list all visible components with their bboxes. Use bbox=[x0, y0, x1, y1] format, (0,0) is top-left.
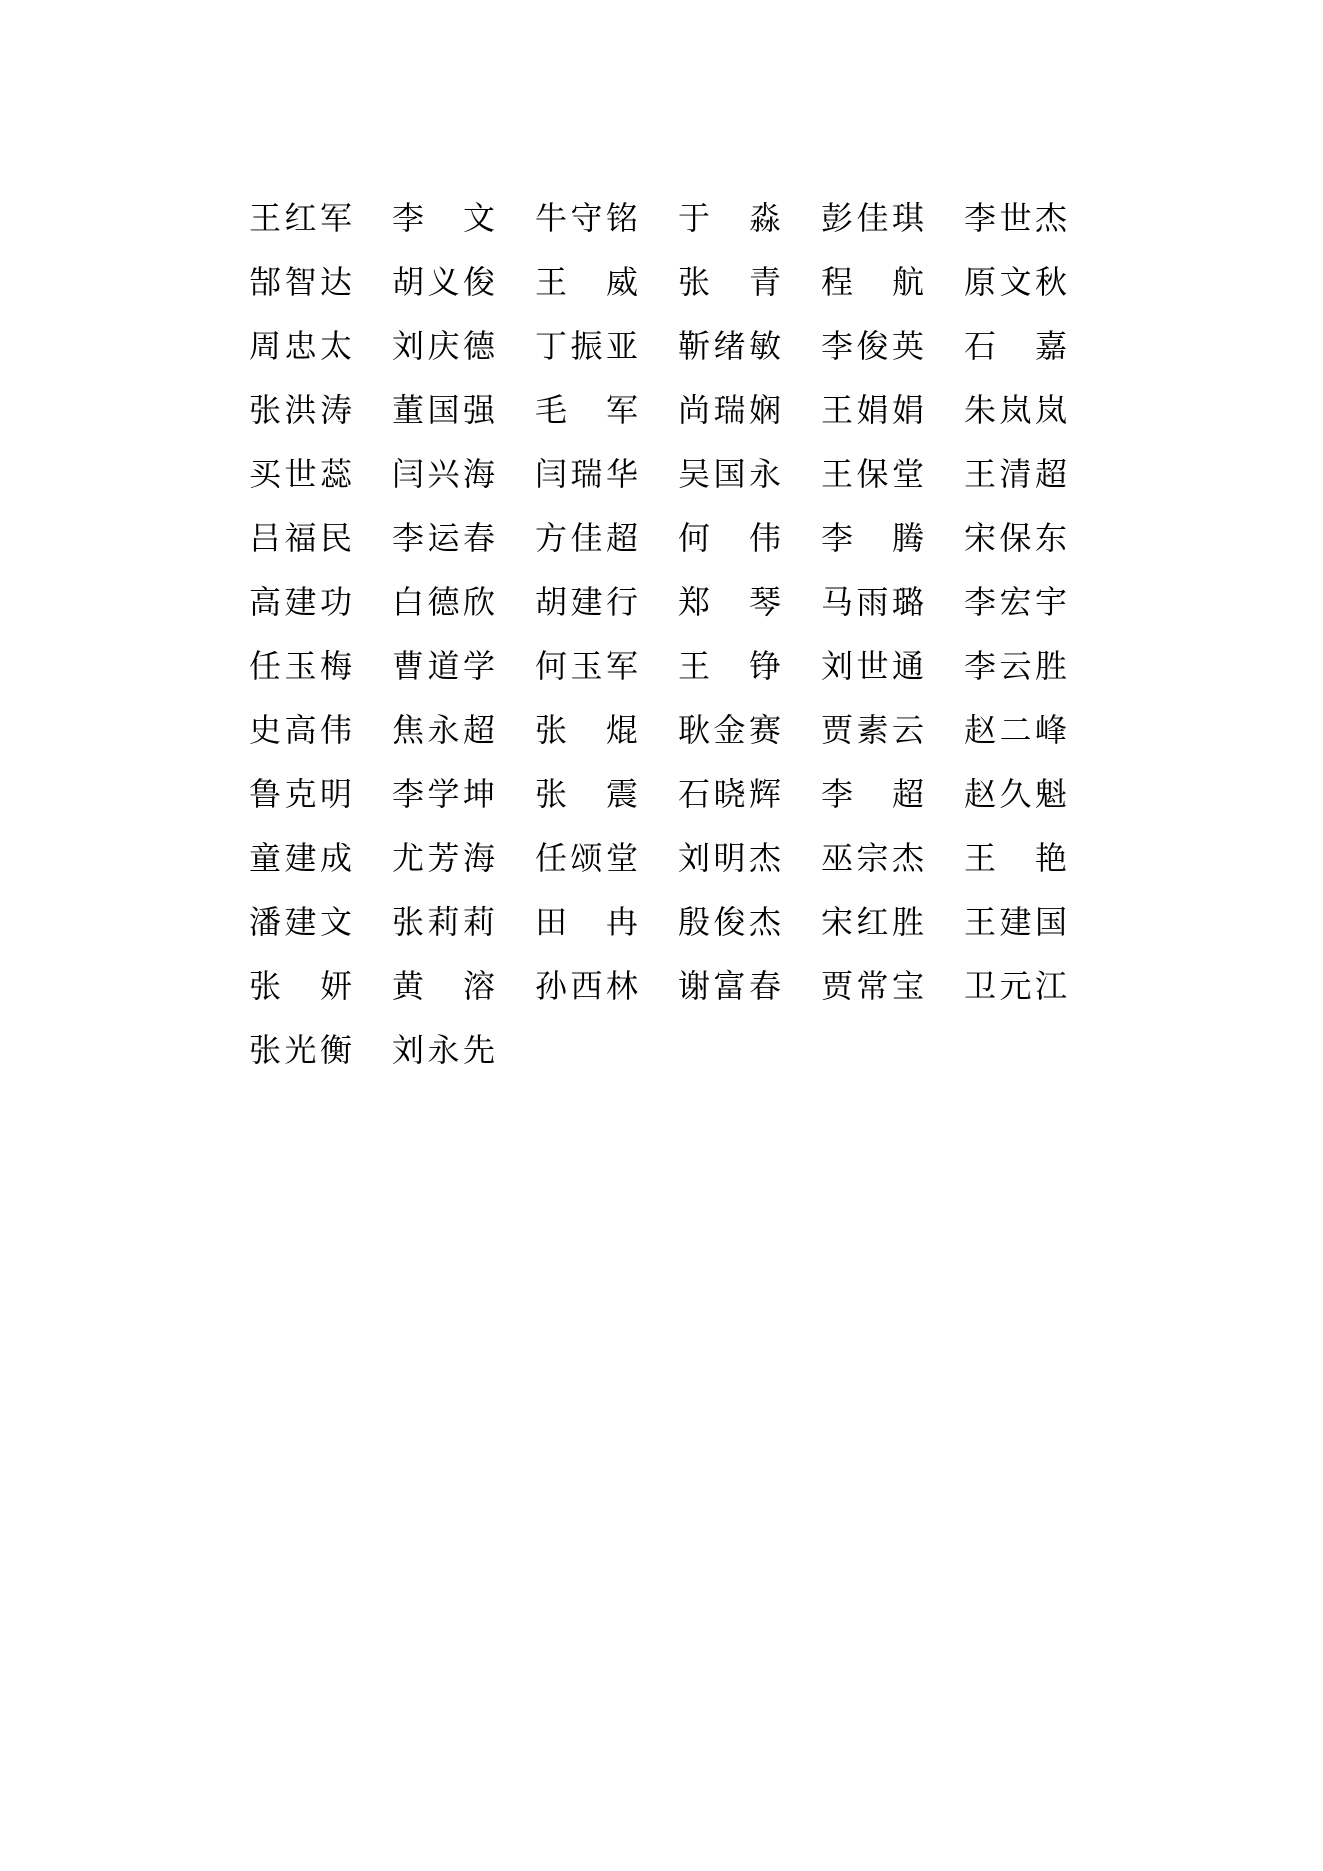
name-entry: 李 超 bbox=[821, 775, 924, 813]
name-entry: 王 保 堂 bbox=[821, 455, 924, 493]
name-entry: 殷 俊 杰 bbox=[678, 903, 781, 941]
name-entry: 朱 岚 岚 bbox=[964, 391, 1067, 429]
name-entry: 李 世 杰 bbox=[964, 199, 1067, 237]
name-entry: 刘 庆 德 bbox=[392, 327, 495, 365]
name-entry: 靳 绪 敏 bbox=[678, 327, 781, 365]
name-entry: 童 建 成 bbox=[249, 839, 352, 877]
name-entry: 王 建 国 bbox=[964, 903, 1067, 941]
name-entry: 张 莉 莉 bbox=[392, 903, 495, 941]
name-entry: 李 腾 bbox=[821, 519, 924, 557]
name-entry: 贾 常 宝 bbox=[821, 967, 924, 1005]
name-entry: 胡 建 行 bbox=[535, 583, 638, 621]
name-entry: 张 焜 bbox=[535, 711, 638, 749]
name-entry: 张 洪 涛 bbox=[249, 391, 352, 429]
name-entry: 郑 琴 bbox=[678, 583, 781, 621]
name-entry: 何 玉 军 bbox=[535, 647, 638, 685]
name-entry: 李 俊 英 bbox=[821, 327, 924, 365]
name-entry: 尚 瑞 娴 bbox=[678, 391, 781, 429]
name-entry: 马 雨 璐 bbox=[821, 583, 924, 621]
name-entry: 赵 二 峰 bbox=[964, 711, 1067, 749]
name-entry: 高 建 功 bbox=[249, 583, 352, 621]
name-entry: 卫 元 江 bbox=[964, 967, 1067, 1005]
name-entry: 吴 国 永 bbox=[678, 455, 781, 493]
name-entry: 白 德 欣 bbox=[392, 583, 495, 621]
name-entry: 彭 佳 琪 bbox=[821, 199, 924, 237]
name-entry: 丁 振 亚 bbox=[535, 327, 638, 365]
name-entry: 宋 保 东 bbox=[964, 519, 1067, 557]
name-entry: 史 高 伟 bbox=[249, 711, 352, 749]
name-entry: 李 宏 宇 bbox=[964, 583, 1067, 621]
name-entry: 任 玉 梅 bbox=[249, 647, 352, 685]
name-entry: 何 伟 bbox=[678, 519, 781, 557]
name-entry: 王 威 bbox=[535, 263, 638, 301]
name-entry: 石 晓 辉 bbox=[678, 775, 781, 813]
name-entry: 孙 西 林 bbox=[535, 967, 638, 1005]
name-entry: 买 世 蕊 bbox=[249, 455, 352, 493]
name-entry: 程 航 bbox=[821, 263, 924, 301]
name-entry: 赵 久 魁 bbox=[964, 775, 1067, 813]
name-entry: 石 嘉 bbox=[964, 327, 1067, 365]
name-entry: 刘 明 杰 bbox=[678, 839, 781, 877]
name-entry: 周 忠 太 bbox=[249, 327, 352, 365]
name-entry: 方 佳 超 bbox=[535, 519, 638, 557]
name-entry: 刘 永 先 bbox=[392, 1031, 495, 1069]
name-entry: 田 冉 bbox=[535, 903, 638, 941]
name-entry: 胡 义 俊 bbox=[392, 263, 495, 301]
name-list bbox=[249, 196, 1079, 1092]
name-entry: 谢 富 春 bbox=[678, 967, 781, 1005]
name-entry: 王 铮 bbox=[678, 647, 781, 685]
name-entry: 张 妍 bbox=[249, 967, 352, 1005]
name-entry: 李 云 胜 bbox=[964, 647, 1067, 685]
name-entry: 闫 瑞 华 bbox=[535, 455, 638, 493]
name-entry: 于 淼 bbox=[678, 199, 781, 237]
name-entry: 郜 智 达 bbox=[249, 263, 352, 301]
name-entry: 尤 芳 海 bbox=[392, 839, 495, 877]
name-entry: 牛 守 铭 bbox=[535, 199, 638, 237]
name-entry: 刘 世 通 bbox=[821, 647, 924, 685]
name-entry: 黄 溶 bbox=[392, 967, 495, 1005]
name-entry: 吕 福 民 bbox=[249, 519, 352, 557]
name-entry: 鲁 克 明 bbox=[249, 775, 352, 813]
name-entry: 闫 兴 海 bbox=[392, 455, 495, 493]
name-entry: 毛 军 bbox=[535, 391, 638, 429]
name-entry: 张 震 bbox=[535, 775, 638, 813]
name-entry: 王 清 超 bbox=[964, 455, 1067, 493]
name-entry: 李 运 春 bbox=[392, 519, 495, 557]
name-entry: 王 艳 bbox=[964, 839, 1067, 877]
name-entry: 焦 永 超 bbox=[392, 711, 495, 749]
name-entry: 巫 宗 杰 bbox=[821, 839, 924, 877]
name-entry: 李 文 bbox=[392, 199, 495, 237]
name-entry: 任 颂 堂 bbox=[535, 839, 638, 877]
name-entry: 张 青 bbox=[678, 263, 781, 301]
name-entry: 贾 素 云 bbox=[821, 711, 924, 749]
name-entry: 张 光 衡 bbox=[249, 1031, 352, 1069]
name-entry: 王 娟 娟 bbox=[821, 391, 924, 429]
name-entry: 董 国 强 bbox=[392, 391, 495, 429]
name-entry: 耿 金 赛 bbox=[678, 711, 781, 749]
name-entry: 原 文 秋 bbox=[964, 263, 1067, 301]
name-entry: 潘 建 文 bbox=[249, 903, 352, 941]
name-entry: 王 红 军 bbox=[249, 199, 352, 237]
name-entry: 曹 道 学 bbox=[392, 647, 495, 685]
name-entry: 李 学 坤 bbox=[392, 775, 495, 813]
name-entry: 宋 红 胜 bbox=[821, 903, 924, 941]
